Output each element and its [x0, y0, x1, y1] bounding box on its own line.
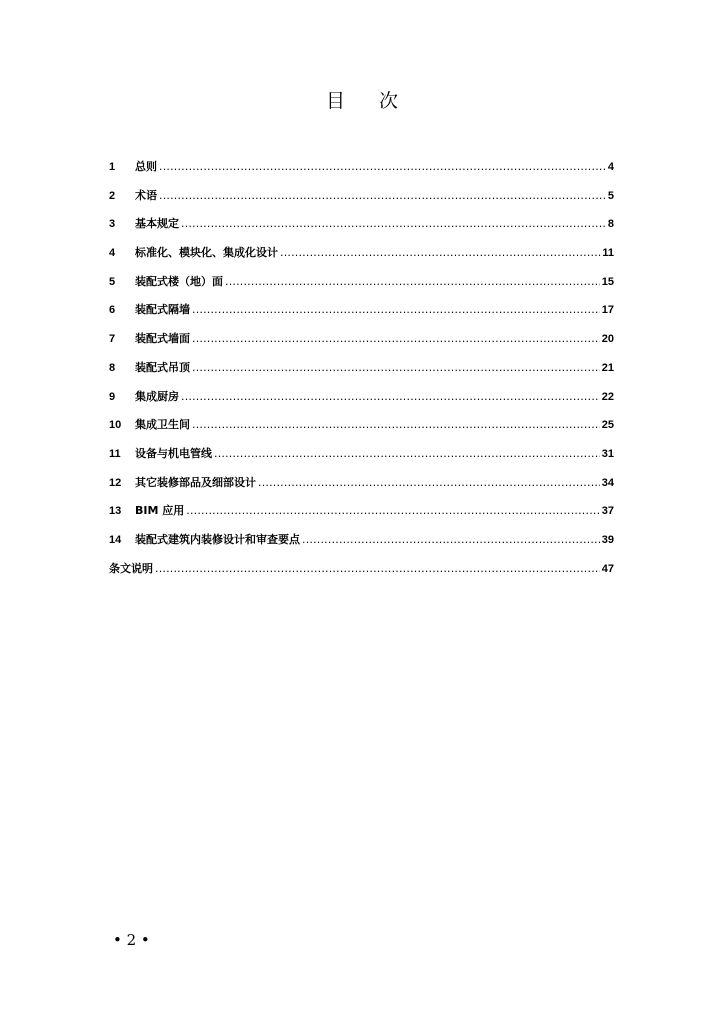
toc-dot-leader	[159, 186, 606, 206]
toc-entry-number: 8	[109, 361, 116, 374]
toc-entry-page: 8	[607, 218, 614, 231]
page-title-char-2: 次	[379, 90, 399, 112]
toc-entry-number: 3	[109, 218, 116, 231]
toc-dot-leader	[192, 329, 600, 349]
toc-entry-page: 15	[601, 275, 614, 288]
toc-entry-page: 21	[601, 361, 614, 374]
toc-entry-commentary[interactable]	[109, 559, 614, 588]
toc-entry-number: 2	[109, 189, 116, 202]
toc-dot-leader	[181, 387, 600, 407]
toc-entry-number: 4	[109, 247, 116, 260]
toc-entry-title: 其它装修部品及细部设计	[135, 475, 256, 489]
toc-dot-leader	[214, 444, 600, 464]
toc-entry-12[interactable]	[109, 473, 614, 502]
toc-entry-title: 条文说明	[109, 561, 153, 575]
toc-entry-number: 6	[109, 304, 116, 317]
toc-entry-number: 12	[109, 476, 122, 489]
toc-dot-leader	[192, 358, 600, 378]
toc-entry-6[interactable]	[109, 300, 614, 329]
toc-entry-page: 39	[601, 533, 614, 546]
toc-dot-leader	[186, 501, 599, 521]
toc-entry-13[interactable]	[109, 501, 614, 530]
toc-entry-8[interactable]	[109, 358, 614, 387]
toc-entry-number: 9	[109, 390, 116, 403]
toc-dot-leader	[155, 559, 600, 579]
toc-entry-7[interactable]	[109, 329, 614, 358]
toc-entry-title: 标准化、模块化、集成化设计	[135, 246, 278, 260]
toc-entry-4[interactable]	[109, 243, 614, 272]
toc-dot-leader	[181, 214, 606, 234]
toc-entry-page: 31	[601, 447, 614, 460]
toc-entry-page: 37	[601, 505, 614, 518]
toc-entry-title: 设备与机电管线	[135, 446, 212, 460]
toc-dot-leader	[192, 415, 600, 435]
toc-entry-number: 1	[109, 161, 116, 173]
toc-entry-number: 11	[109, 447, 121, 460]
toc-entry-title: 装配式隔墙	[135, 303, 190, 317]
toc-entry-page: 11	[602, 247, 614, 260]
toc-entry-title: BIM 应用	[135, 504, 185, 518]
toc-dot-leader	[159, 157, 606, 177]
toc-dot-leader	[192, 300, 600, 320]
toc-entry-page: 47	[601, 562, 614, 575]
toc-entry-number: 5	[109, 275, 116, 288]
toc-entry-page: 5	[607, 189, 614, 202]
toc-entry-2[interactable]	[109, 186, 614, 215]
toc-entry-11[interactable]	[109, 444, 614, 473]
toc-entry-page: 25	[601, 419, 614, 432]
toc-entry-title: 装配式吊顶	[135, 360, 190, 374]
page-title-char-1: 目	[325, 90, 345, 112]
toc-entry-title: 术语	[135, 188, 157, 202]
toc-entry-title: 装配式建筑内装修设计和审查要点	[135, 532, 300, 546]
toc-entry-title: 集成卫生间	[135, 418, 190, 432]
toc-entry-title: 装配式墙面	[135, 332, 190, 346]
toc-dot-leader	[225, 272, 600, 292]
toc-entry-page: 4	[607, 161, 614, 173]
toc-entry-title: 总则	[135, 160, 157, 173]
toc-entry-page: 22	[601, 390, 614, 403]
toc-dot-leader	[258, 473, 600, 493]
table-of-contents	[109, 157, 614, 587]
toc-entry-3[interactable]	[109, 214, 614, 243]
toc-entry-number: 14	[109, 533, 122, 546]
toc-entry-title: 装配式楼（地）面	[135, 274, 223, 288]
toc-entry-14[interactable]	[109, 530, 614, 559]
toc-entry-number: 13	[109, 505, 122, 518]
toc-dot-leader	[302, 530, 600, 550]
toc-entry-5[interactable]	[109, 272, 614, 301]
toc-entry-title: 集成厨房	[135, 389, 179, 403]
toc-entry-1[interactable]	[109, 157, 614, 186]
toc-entry-page: 17	[601, 304, 614, 317]
toc-entry-10[interactable]	[109, 415, 614, 444]
page-title	[0, 89, 724, 113]
toc-entry-page: 34	[601, 476, 614, 489]
toc-entry-title: 基本规定	[135, 217, 179, 231]
page-number: • 2 •	[113, 931, 150, 949]
toc-entry-9[interactable]	[109, 387, 614, 416]
toc-entry-number: 10	[109, 419, 122, 432]
toc-entry-page: 20	[601, 333, 614, 346]
toc-dot-leader	[280, 243, 600, 263]
toc-entry-number: 7	[109, 333, 116, 346]
